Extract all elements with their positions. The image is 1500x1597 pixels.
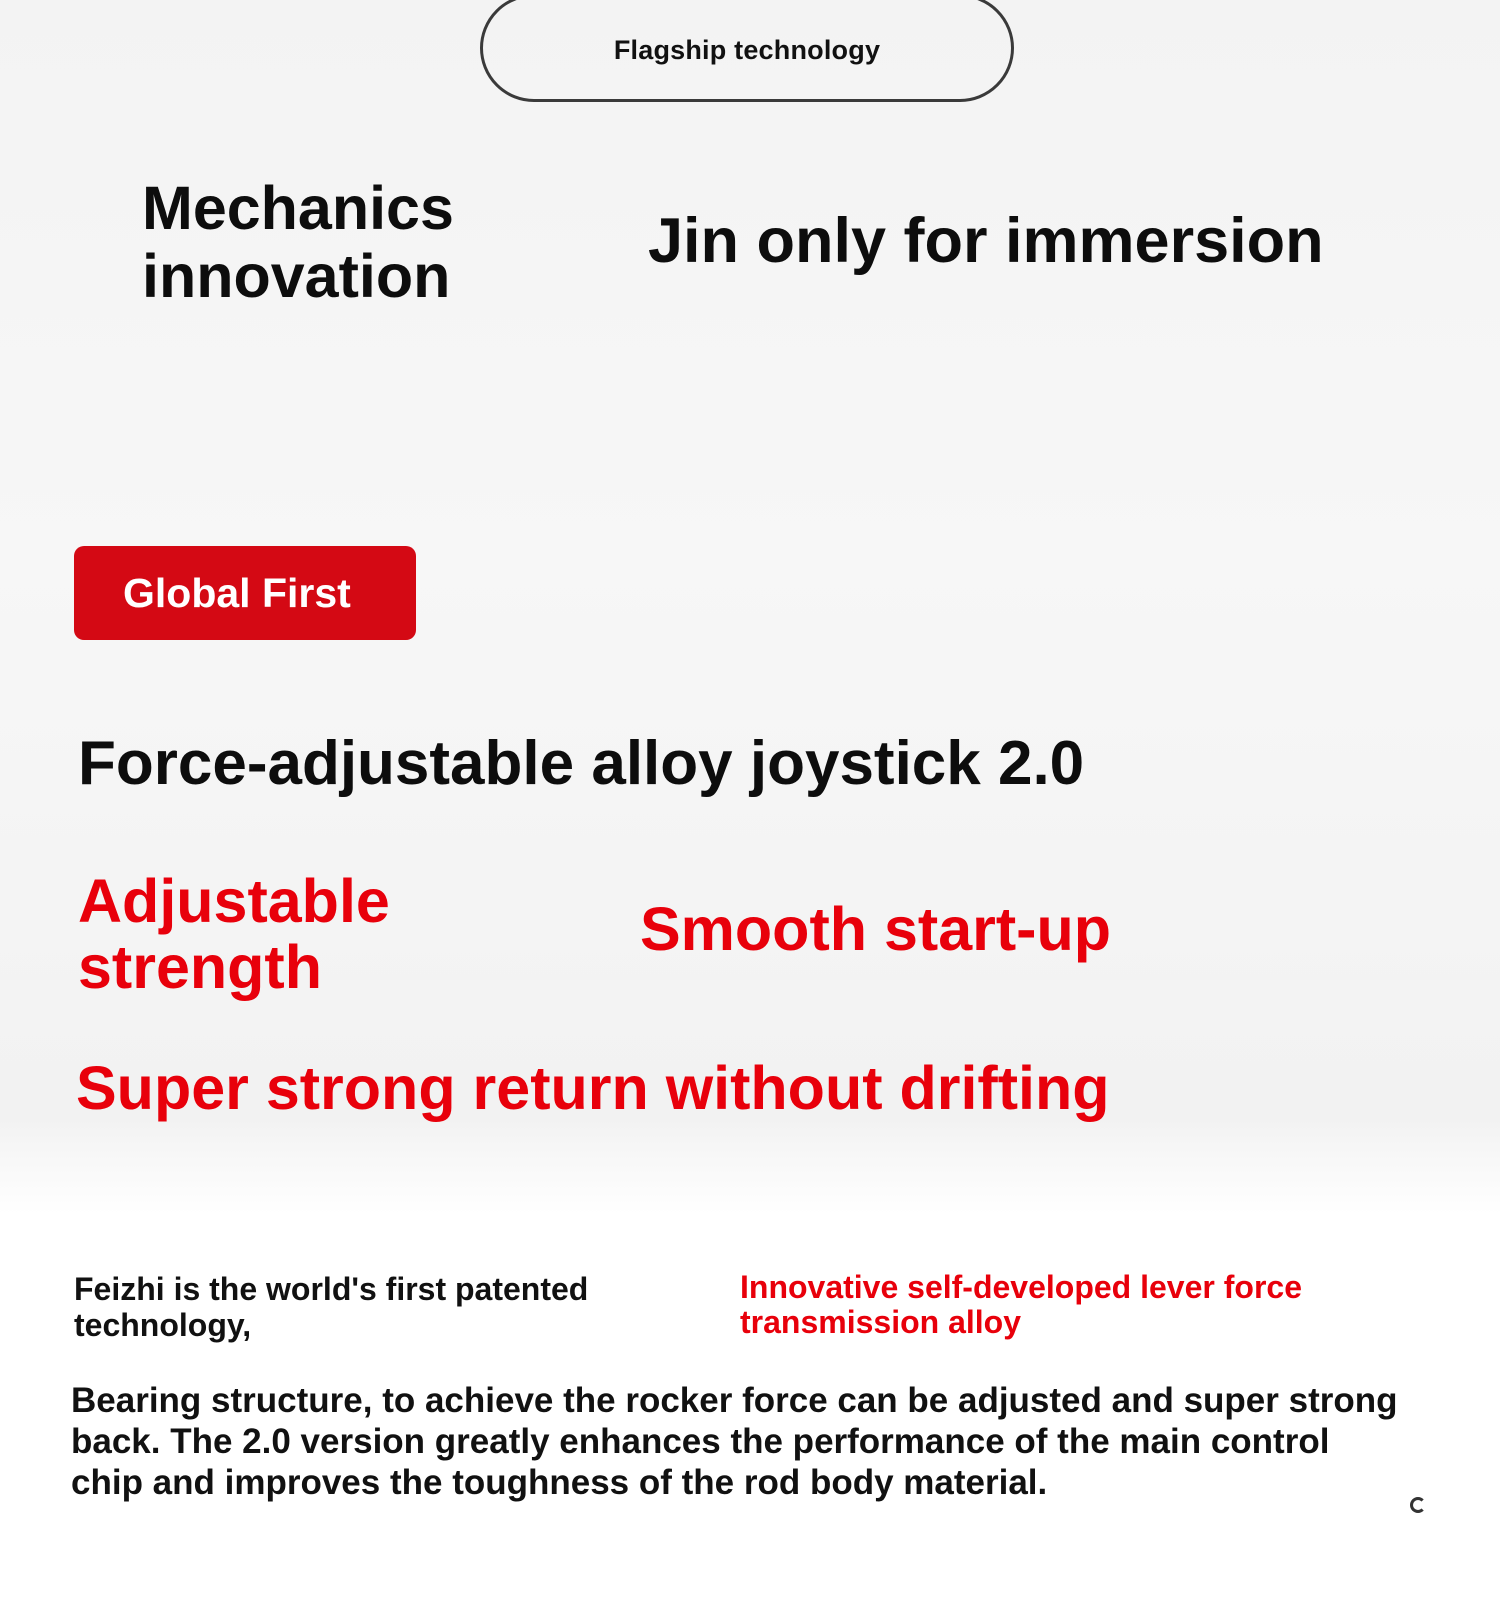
hero-heading-left: Mechanics innovation	[142, 174, 454, 310]
description-left: Feizhi is the world's first patented technology,	[74, 1271, 589, 1343]
feature-title: Force-adjustable alloy joystick 2.0	[78, 729, 1085, 798]
flagship-technology-pill: Flagship technology	[480, 0, 1014, 102]
highlight-smooth-start-up: Smooth start-up	[640, 895, 1112, 963]
hero-heading-right: Jin only for immersion	[648, 206, 1324, 276]
description-right: Innovative self-developed lever force transmission alloy	[740, 1269, 1302, 1340]
highlight-adjustable-strength: Adjustable strength	[78, 867, 390, 1001]
global-first-badge-label: Global First	[123, 569, 351, 616]
loading-spinner-icon	[1410, 1497, 1426, 1513]
description-body: Bearing structure, to achieve the rocker force can be adjusted and super strong back. The 2.0 version greatly enhances the performance of the main control chip and improves the toughness of the rod body material.	[71, 1381, 1398, 1502]
global-first-badge	[74, 546, 416, 640]
highlight-super-strong-return: Super strong return without drifting	[76, 1054, 1110, 1122]
